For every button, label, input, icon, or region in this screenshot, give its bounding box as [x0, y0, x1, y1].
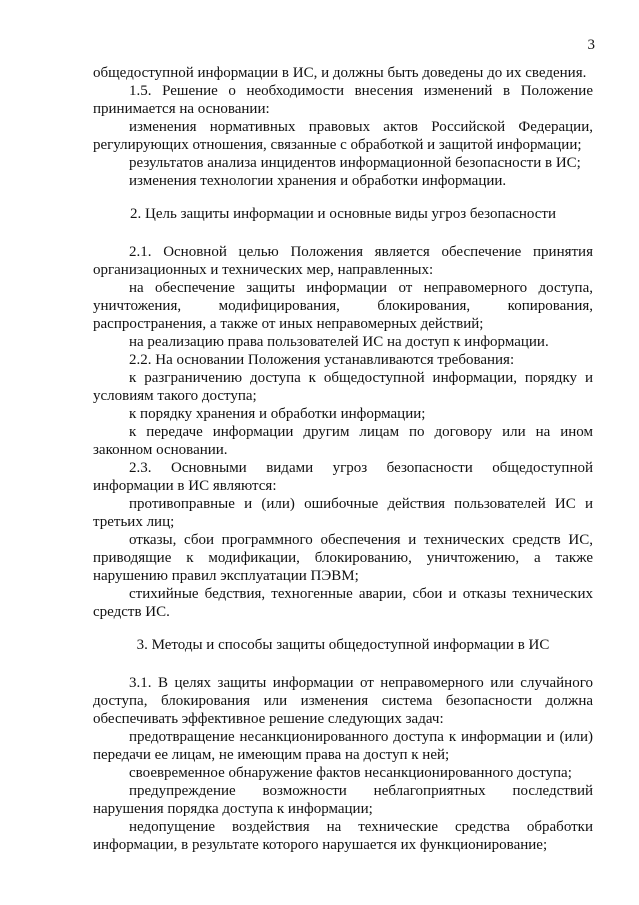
paragraph: противоправные и (или) ошибочные действия пользователей ИС и третьих лиц; [93, 496, 593, 530]
paragraph: отказы, сбои программного обеспечения и технических средств ИС, приводящие к модификации, блокированию, уничтожению, а также нарушению правил эксплуатации ПЭВМ; [93, 532, 593, 584]
paragraph: предотвращение несанкционированного доступа к информации и (или) передачи ее лицам, не имеющим права на доступ к ней; [93, 729, 593, 763]
page-number: 3 [587, 37, 595, 53]
paragraph: 1.5. Решение о необходимости внесения изменений в Положение принимается на основании: [93, 83, 593, 117]
section-heading-2: 2. Цель защиты информации и основные виды угроз безопасности [130, 206, 556, 222]
paragraph: предупреждение возможности неблагоприятных последствий нарушения порядка доступа к информации; [93, 783, 593, 817]
paragraph: 2.2. На основании Положения устанавливаются требования: [129, 352, 515, 368]
paragraph: результатов анализа инцидентов информационной безопасности в ИС; [129, 155, 581, 171]
paragraph: к разграничению доступа к общедоступной информации, порядку и условиям такого доступа; [93, 370, 593, 404]
paragraph: 3.1. В целях защиты информации от неправомерного или случайного доступа, блокирования или изменения система безопасности должна обеспечивать эффективное решение следующих задач: [93, 675, 593, 727]
paragraph: к порядку хранения и обработки информации; [129, 406, 426, 422]
section-heading-3: 3. Методы и способы защиты общедоступной информации в ИС [136, 637, 550, 653]
paragraph: своевременное обнаружение фактов несанкционированного доступа; [129, 765, 572, 781]
paragraph: общедоступной информации в ИС, и должны быть доведены до их сведения. [93, 65, 587, 81]
paragraph: изменения технологии хранения и обработки информации. [129, 173, 507, 189]
document-body [93, 64, 593, 854]
paragraph: 2.1. Основной целью Положения является обеспечение принятия организационных и технических мер, направленных: [93, 244, 593, 278]
paragraph: недопущение воздействия на технические средства обработки информации, в результате которого нарушается их функционирование; [93, 819, 593, 853]
paragraph: стихийные бедствия, техногенные аварии, сбои и отказы технических средств ИС. [93, 586, 593, 620]
paragraph: 2.3. Основными видами угроз безопасности общедоступной информации в ИС являются: [93, 460, 593, 494]
paragraph: изменения нормативных правовых актов Российской Федерации, регулирующих отношения, связанные с обработкой и защитой информации; [93, 119, 593, 153]
paragraph: на обеспечение защиты информации от неправомерного доступа, уничтожения, модифицирования, блокирования, копирования, распространения, а также от иных неправомерных действий; [93, 280, 593, 332]
paragraph: к передаче информации другим лицам по договору или на ином законном основании. [93, 424, 593, 458]
paragraph: на реализацию права пользователей ИС на доступ к информации. [129, 334, 549, 350]
